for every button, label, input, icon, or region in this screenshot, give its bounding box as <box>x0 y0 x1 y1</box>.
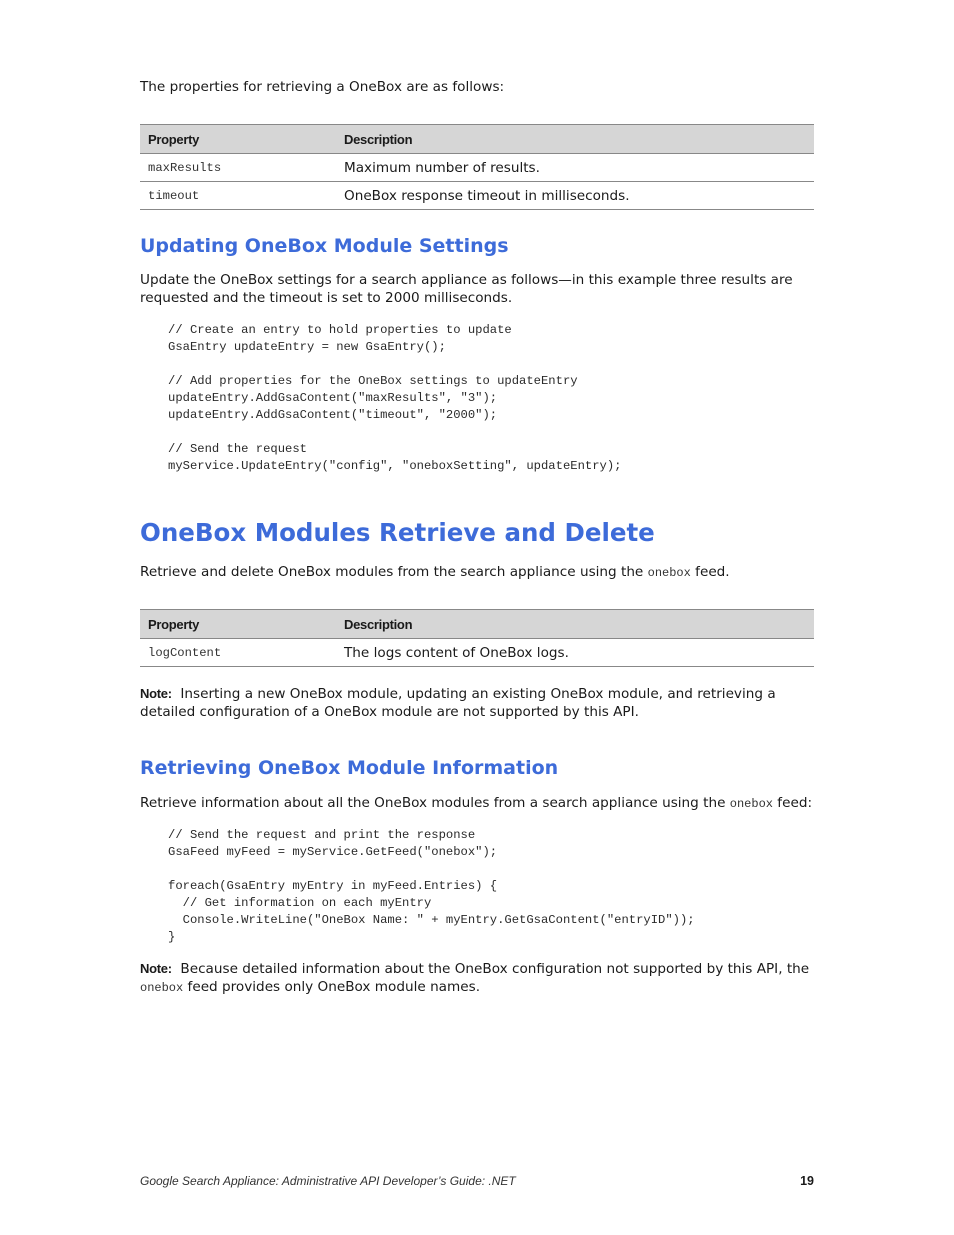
page-number: 19 <box>800 1174 814 1188</box>
table-row <box>140 639 814 667</box>
section-body-retrieve-delete <box>140 564 820 583</box>
intro-text: The properties for retrieving a OneBox are as follows: <box>140 79 505 95</box>
body-text: feed: <box>772 795 813 811</box>
table-header-row <box>140 125 814 154</box>
property-cell: logContent <box>140 639 336 667</box>
code-block-retrieve: // Send the request and print the response GsaFeed myFeed = myService.GetFeed("onebox"); foreach(GsaEntry myEntry in myFeed.Entries) { // Get information on each myEntry Console.WriteLine("OneBox Name: " + myEntry.GetGsaContent("entryID")); } <box>168 828 695 944</box>
note-text: feed provides only OneBox module names. <box>183 978 481 995</box>
page-heading-retrieve-delete: OneBox Modules Retrieve and Delete <box>140 518 655 547</box>
header-property: Property <box>140 610 336 639</box>
description-cell: Maximum number of results. <box>336 154 814 182</box>
description-cell: OneBox response timeout in milliseconds. <box>336 182 814 210</box>
inline-code-onebox: onebox <box>140 980 184 995</box>
property-cell: timeout <box>140 182 336 210</box>
inline-code-onebox: onebox <box>647 566 691 580</box>
note-text: Inserting a new OneBox module, updating an existing OneBox module, and retrieving a detailed configuration of a OneBox module are not supported by this API. <box>140 686 776 720</box>
note-label: Note: <box>140 686 172 701</box>
code-block-update: // Create an entry to hold properties to update GsaEntry updateEntry = new GsaEntry(); // Add properties for the OneBox settings to updateEntry updateEntry.AddGsaContent("maxResults", "3"); updateEntry.AddGsaContent("timeout", "2000"); // Send the request myService.UpdateEntry("config", "oneboxSetting", updateEntry); <box>168 323 622 473</box>
properties-table-retrieve <box>140 124 814 210</box>
header-description: Description <box>336 610 814 639</box>
properties-table-logs <box>140 609 814 667</box>
header-description: Description <box>336 125 814 154</box>
section-heading-retrieving: Retrieving OneBox Module Information <box>140 757 559 779</box>
body-text: Retrieve information about all the OneBox modules from a search appliance using the <box>140 795 730 811</box>
body-text: feed. <box>690 564 730 580</box>
section-heading-updating: Updating OneBox Module Settings <box>140 235 509 257</box>
description-cell: The logs content of OneBox logs. <box>336 639 814 667</box>
table-header-row <box>140 610 814 639</box>
property-cell: maxResults <box>140 154 336 182</box>
body-text: Retrieve and delete OneBox modules from the search appliance using the <box>140 564 648 580</box>
section-body-retrieving <box>140 795 820 814</box>
header-property: Property <box>140 125 336 154</box>
section-body-updating: Update the OneBox settings for a search appliance as follows—in this example three results are requested and the timeout is set to 2000 milliseconds. <box>140 272 793 306</box>
note-text: Because detailed information about the OneBox configuration not supported by this API, the <box>180 961 810 977</box>
table-row <box>140 182 814 210</box>
footer-title: Google Search Appliance: Administrative API Developer’s Guide: .NET <box>140 1174 516 1188</box>
note-label: Note: <box>140 961 172 976</box>
inline-code-onebox: onebox <box>729 797 773 811</box>
note-retrieve-delete <box>140 685 814 721</box>
note-retrieving <box>140 960 814 997</box>
table-row <box>140 154 814 182</box>
